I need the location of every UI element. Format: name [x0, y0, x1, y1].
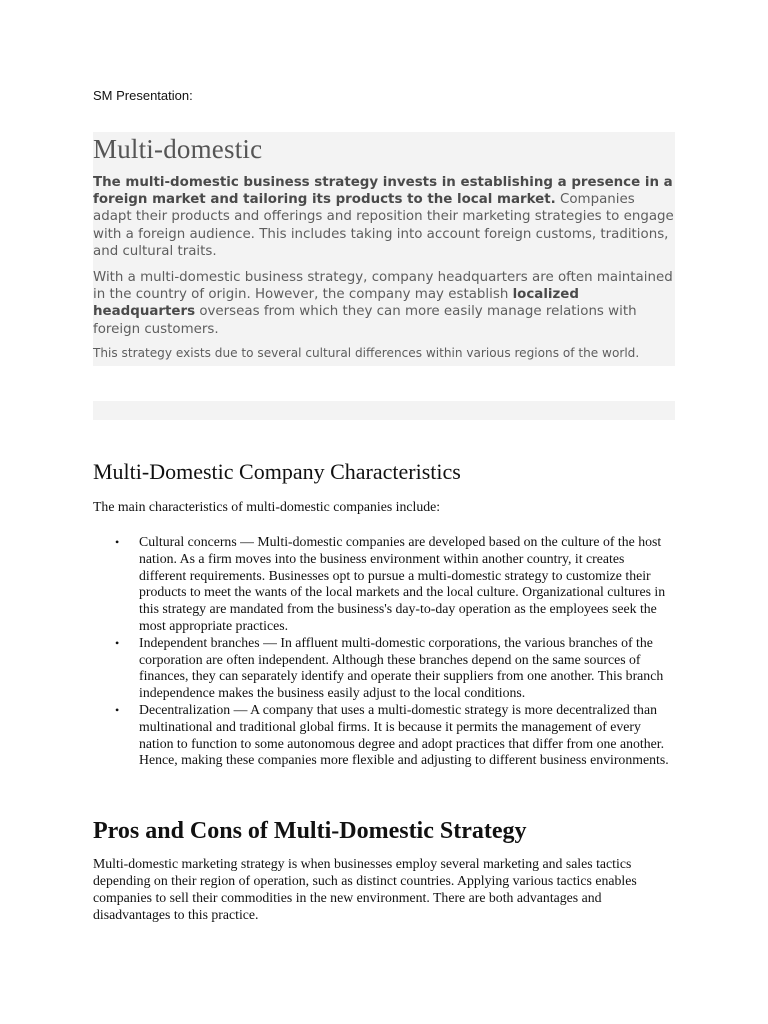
- multidomestic-paragraph-2: [93, 269, 675, 338]
- multidomestic-title: Multi-domestic: [93, 134, 263, 164]
- list-item: [93, 635, 675, 702]
- multidomestic-paragraph-2-start: With a multi-domestic business strategy, company headquarters are often maintained in the country of origin. However, the company may establish: [93, 270, 673, 303]
- characteristics-heading: Multi-Domestic Company Characteristics: [93, 459, 461, 484]
- pros-cons-paragraph: Multi-domestic marketing strategy is when businesses employ several marketing and sales tactics depending on their region of operation, such as distinct countries. Applying various tactics enables companies to sell their commodities in the new environment. There are both advantages and disadvantages to this practice.: [93, 856, 637, 922]
- presentation-label: SM Presentation:: [93, 88, 193, 103]
- gray-divider-strip: [93, 401, 675, 420]
- list-item: [93, 702, 675, 769]
- multidomestic-paragraph-3: This strategy exists due to several cultural differences within various regions of the world.: [93, 345, 640, 360]
- bullet-icon: •: [115, 635, 120, 650]
- pros-cons-heading: Pros and Cons of Multi-Domestic Strategy: [93, 818, 527, 844]
- bullet-icon: •: [115, 702, 120, 717]
- multidomestic-paragraph-1-rest: Companies adapt their products and offerings and reposition their marketing strategies to engage with a foreign audience. This includes taking into account foreign customs, traditions, and cultural traits.: [93, 192, 674, 259]
- multidomestic-paragraph-2-end: overseas from which they can more easily manage relations with foreign customers.: [93, 304, 637, 337]
- characteristics-intro: The main characteristics of multi-domestic companies include:: [93, 499, 441, 514]
- multidomestic-paragraph-2-bold: localized headquarters: [93, 287, 579, 320]
- list-item-text: Decentralization — A company that uses a multi-domestic strategy is more decentralized than multinational and traditional global firms. It is because it permits the management of every nation to function to some autonomous degree and adopt practices that differ from one another. Hence, making these companies more flexible and adjusting to different business environments.: [139, 701, 669, 768]
- characteristics-list: [93, 534, 675, 769]
- list-item-text: Independent branches — In affluent multi-domestic corporations, the various branches of the corporation are often independent. Although these branches depend on the same sources of finances, they can separately identify and operate their suppliers from one another. This branch independence makes the business easily adjust to the local conditions.: [139, 634, 664, 701]
- multidomestic-box: [93, 132, 675, 366]
- multidomestic-paragraph-1: [93, 174, 675, 260]
- bullet-icon: •: [115, 535, 120, 549]
- list-item-text: Cultural concerns — Multi-domestic companies are developed based on the culture of the host nation. As a firm moves into the business environment within another country, it creates different requirements. Businesses opt to pursue a multi-domestic strategy to customize their products to meet the wants of the local markets and the local culture. Organizational cultures in this strategy are mandated from the business's day-to-day operation as the employees seek the most appropriate practices.: [139, 534, 666, 633]
- list-item: [93, 534, 675, 635]
- multidomestic-paragraph-1-bold: The multi-domestic business strategy invests in establishing a presence in a foreign market and tailoring its products to the local market.: [93, 175, 673, 208]
